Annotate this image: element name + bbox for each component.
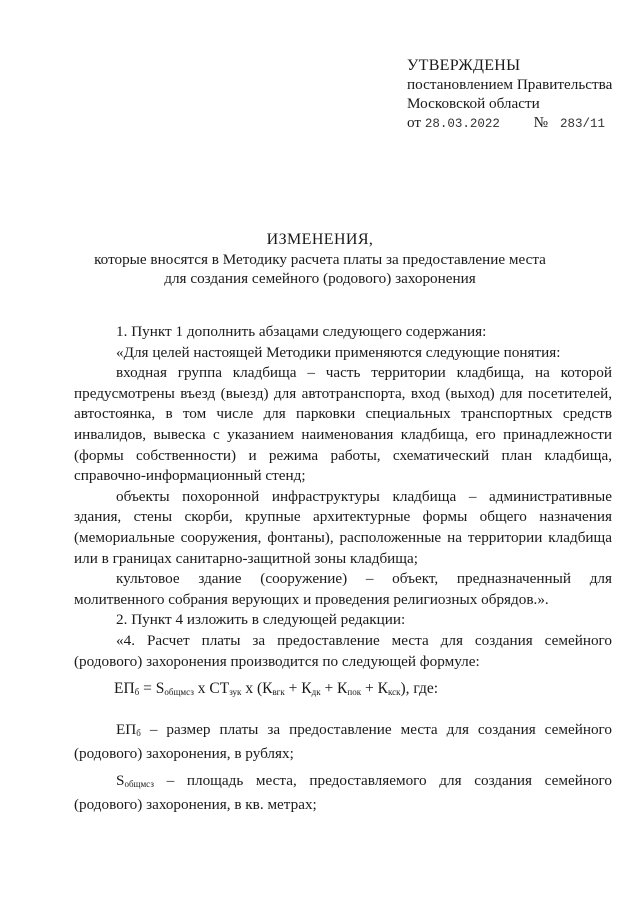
formula-k2-sub: дк <box>311 687 321 697</box>
formula-ep: ЕП <box>114 680 135 697</box>
definition-s <box>74 771 612 815</box>
paragraph-3: входная группа кладбища – часть территории кладбища, на которой предусмотрены въезд (выезд) для автотранспорта, вход (выход) для посетителей, автостоянка, в том числе для парковки специальных транспортных средств инвалидов, вывеска с указанием наименования кладбища, его принадлежности (формы собственности) и режима работы, схематический план кладбища, справочно-информационный стенд; <box>74 364 612 485</box>
paragraph-5: культовое здание (сооружение) – объект, предназначенный для молитвенного собрания верующих и проведения религиозных обрядов.». <box>74 570 612 608</box>
title-main: ИЗМЕНЕНИЯ, <box>266 231 374 248</box>
def2-text: – площадь места, предоставляемого для создания семейного (родового) захоронения, в кв. метрах; <box>74 772 612 813</box>
formula-ep-sub: б <box>134 687 140 697</box>
def1-symbol: ЕП <box>116 721 137 738</box>
formula-tail: ), где: <box>400 680 439 697</box>
def2-sub: общмсз <box>124 779 154 789</box>
paragraph-4: объекты похоронной инфраструктуры кладбища – административные здания, стены скорби, крупные архитектурные формы общего назначения (мемориальные сооружения, фонтаны), расположенные на территории кладбища или в границах санитарно-защитной зоны кладбища; <box>74 487 612 567</box>
approval-date: 28.03.2022 <box>424 117 500 131</box>
formula-x2: x (К <box>241 680 273 697</box>
approval-heading: УТВЕРЖДЕНЫ <box>407 57 521 74</box>
document-title <box>70 230 570 289</box>
approval-line-1: постановлением Правительства <box>407 76 613 93</box>
formula-plus1: + К <box>284 680 312 697</box>
paragraph-1: 1. Пункт 1 дополнить абзацами следующего содержания: <box>116 323 487 340</box>
approval-block <box>407 56 612 134</box>
document-body <box>74 322 612 672</box>
title-line-2: для создания семейного (родового) захоронения <box>164 270 476 287</box>
definition-ep <box>74 720 612 764</box>
approval-line-2: Московской области <box>407 95 540 112</box>
date-prefix: от <box>407 114 422 131</box>
formula-s-sub: общмсз <box>164 687 194 697</box>
paragraph-2: «Для целей настоящей Методики применяются следующие понятия: <box>116 343 561 361</box>
def1-text: – размер платы за предоставление места для создания семейного (родового) захоронения, в рублях; <box>74 721 612 762</box>
formula-k4-sub: кск <box>387 687 401 697</box>
formula-k3-sub: пок <box>347 687 362 697</box>
number-prefix: № <box>533 114 549 131</box>
def2-symbol: S <box>116 772 125 789</box>
formula-k1-sub: вгк <box>272 687 285 697</box>
approval-date-line <box>407 113 612 134</box>
def1-sub: б <box>136 728 141 738</box>
title-line-1: которые вносятся в Методику расчета платы за предоставление места <box>94 250 546 268</box>
paragraph-6: 2. Пункт 4 изложить в следующей редакции: <box>116 611 406 629</box>
approval-number: 283/11 <box>559 117 605 131</box>
formula-x1: x СТ <box>193 680 230 697</box>
formula <box>114 680 438 698</box>
formula-eq: = S <box>139 680 165 697</box>
formula-st-sub: зук <box>229 687 242 697</box>
formula-plus2: + К <box>320 680 348 697</box>
paragraph-7: «4. Расчет платы за предоставление места для создания семейного (родового) захоронения производится по следующей формуле: <box>74 631 612 670</box>
formula-plus3: + К <box>361 680 388 697</box>
